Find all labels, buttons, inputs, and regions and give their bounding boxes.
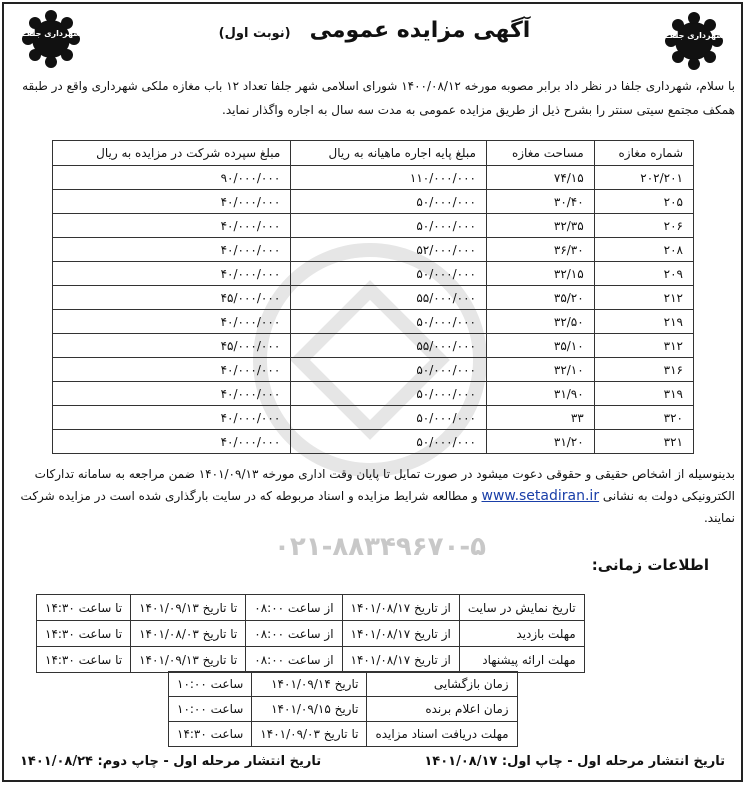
- cell-from-date: از تاریخ ۱۴۰۱/۰۸/۱۷: [342, 621, 459, 647]
- logo-text: شهرداری جلفـا: [20, 29, 82, 38]
- cell-deposit: ۹۰/۰۰۰/۰۰۰: [53, 166, 291, 190]
- cell-base-rent: ۵۰/۰۰۰/۰۰۰: [291, 358, 487, 382]
- timing-table-secondary: [168, 671, 518, 747]
- table-row: [169, 672, 518, 697]
- cell-base-rent: ۱۱۰/۰۰۰/۰۰۰: [291, 166, 487, 190]
- table-row: [53, 382, 694, 406]
- cell-area: ۷۴/۱۵: [486, 166, 594, 190]
- publication-footer: [20, 754, 725, 769]
- cell-base-rent: ۵۰/۰۰۰/۰۰۰: [291, 190, 487, 214]
- cell-from-time: از ساعت ۰۸:۰۰: [246, 595, 342, 621]
- cell-to-date: تا تاریخ ۱۴۰۱/۰۹/۱۳: [131, 595, 246, 621]
- cell-label: زمان بازگشایی: [367, 672, 517, 697]
- timing-table: [36, 594, 585, 673]
- setadiran-link[interactable]: www.setadiran.ir: [481, 488, 600, 504]
- cell-from-date: از تاریخ ۱۴۰۱/۰۸/۱۷: [342, 595, 459, 621]
- cell-from-time: از ساعت ۰۸:۰۰: [246, 647, 342, 673]
- table-row: [53, 238, 694, 262]
- cell-deposit: ۴۰/۰۰۰/۰۰۰: [53, 358, 291, 382]
- header-base-rent: مبلغ پایه اجاره ماهیانه به ریال: [291, 141, 487, 166]
- cell-shop-number: ۲۰۲/۲۰۱: [594, 166, 693, 190]
- cell-base-rent: ۵۲/۰۰۰/۰۰۰: [291, 238, 487, 262]
- cell-time: ساعت ۱۰:۰۰: [169, 672, 252, 697]
- cell-area: ۳۲/۱۰: [486, 358, 594, 382]
- shops-table-header-row: [53, 141, 694, 166]
- cell-area: ۳۱/۹۰: [486, 382, 594, 406]
- cell-time: ساعت ۱۴:۳۰: [169, 722, 252, 747]
- second-print-date: تاریخ انتشار مرحله اول - چاپ دوم: ۱۴۰۱/۰۸/۲۴: [20, 754, 322, 769]
- cell-shop-number: ۳۱۲: [594, 334, 693, 358]
- cell-deposit: ۴۵/۰۰۰/۰۰۰: [53, 334, 291, 358]
- table-row: [37, 595, 585, 621]
- header-deposit: مبلغ سپرده شرکت در مزایده به ریال: [53, 141, 291, 166]
- cell-base-rent: ۵۵/۰۰۰/۰۰۰: [291, 286, 487, 310]
- cell-label: زمان اعلام برنده: [367, 697, 517, 722]
- cell-deposit: ۴۰/۰۰۰/۰۰۰: [53, 190, 291, 214]
- cell-area: ۳۰/۴۰: [486, 190, 594, 214]
- cell-area: ۳۲/۱۵: [486, 262, 594, 286]
- cell-label: تاریخ نمایش در سایت: [459, 595, 584, 621]
- cell-to-date: تا تاریخ ۱۴۰۱/۰۹/۱۳: [131, 647, 246, 673]
- table-row: [53, 166, 694, 190]
- cell-area: ۳۳: [486, 406, 594, 430]
- cell-area: ۳۲/۵۰: [486, 310, 594, 334]
- cell-area: ۳۲/۳۵: [486, 214, 594, 238]
- cell-label: مهلت ارائه پیشنهاد: [459, 647, 584, 673]
- table-row: [169, 697, 518, 722]
- cell-to-time: تا ساعت ۱۴:۳۰: [37, 595, 131, 621]
- header-shop-number: شماره مغازه: [594, 141, 693, 166]
- watermark-phone: ۰۲۱-۸۸۳۴۹۶۷۰-۵: [273, 532, 486, 562]
- cell-time: ساعت ۱۰:۰۰: [169, 697, 252, 722]
- cell-deposit: ۴۰/۰۰۰/۰۰۰: [53, 214, 291, 238]
- table-row: [53, 430, 694, 454]
- cell-to-time: تا ساعت ۱۴:۳۰: [37, 647, 131, 673]
- cell-from-time: از ساعت ۰۸:۰۰: [246, 621, 342, 647]
- cell-to-time: تا ساعت ۱۴:۳۰: [37, 621, 131, 647]
- cell-deposit: ۴۰/۰۰۰/۰۰۰: [53, 430, 291, 454]
- cell-shop-number: ۲۰۵: [594, 190, 693, 214]
- cell-base-rent: ۵۰/۰۰۰/۰۰۰: [291, 382, 487, 406]
- cell-base-rent: ۵۰/۰۰۰/۰۰۰: [291, 214, 487, 238]
- table-row: [53, 406, 694, 430]
- timing-section-title: اطلاعات زمانی:: [591, 556, 709, 574]
- table-row: [53, 310, 694, 334]
- cell-date: تاریخ ۱۴۰۱/۰۹/۱۴: [252, 672, 367, 697]
- cell-deposit: ۴۰/۰۰۰/۰۰۰: [53, 406, 291, 430]
- cell-deposit: ۴۰/۰۰۰/۰۰۰: [53, 238, 291, 262]
- cell-shop-number: ۲۱۲: [594, 286, 693, 310]
- cell-base-rent: ۵۰/۰۰۰/۰۰۰: [291, 406, 487, 430]
- table-row: [53, 214, 694, 238]
- cell-deposit: ۴۰/۰۰۰/۰۰۰: [53, 310, 291, 334]
- cell-area: ۳۱/۲۰: [486, 430, 594, 454]
- notice-title: آگهی مزایده عمومی: [309, 18, 531, 43]
- table-row: [37, 621, 585, 647]
- cell-shop-number: ۳۱۶: [594, 358, 693, 382]
- notice-subtitle: (نوبت اول): [218, 26, 291, 41]
- cell-deposit: ۴۵/۰۰۰/۰۰۰: [53, 286, 291, 310]
- cell-to-date: تا تاریخ ۱۴۰۱/۰۸/۰۳: [131, 621, 246, 647]
- intro-paragraph: با سلام، شهرداری جلفا در نظر داد برابر مصوبه مورخه ۱۴۰۰/۰۸/۱۲ شورای اسلامی شهر جلفا تعداد ۱۲ باب مغازه ملکی شهرداری واقع در طبقه همکف مجتمع سیتی سنتر را بشرح ذیل از طریق مزایده عمومی به مدت سه سال به اجاره واگذار نماید.: [22, 79, 735, 117]
- cell-label: مهلت بازدید: [459, 621, 584, 647]
- cell-deposit: ۴۰/۰۰۰/۰۰۰: [53, 262, 291, 286]
- table-row: [37, 647, 585, 673]
- cell-shop-number: ۲۰۶: [594, 214, 693, 238]
- table-row: [53, 286, 694, 310]
- table-row: [53, 190, 694, 214]
- cell-shop-number: ۲۰۸: [594, 238, 693, 262]
- cell-area: ۳۶/۳۰: [486, 238, 594, 262]
- invitation-paragraph: [13, 463, 735, 529]
- cell-shop-number: ۳۲۰: [594, 406, 693, 430]
- invitation-text-end: و مطالعه شرایط مزایده و اسناد مربوطه که در سایت بارگذاری شده است در مزایده شرکت نمایند.: [20, 489, 735, 525]
- cell-shop-number: ۲۱۹: [594, 310, 693, 334]
- cell-shop-number: ۳۱۹: [594, 382, 693, 406]
- cell-date: تا تاریخ ۱۴۰۱/۰۹/۰۳: [252, 722, 367, 747]
- cell-base-rent: ۵۰/۰۰۰/۰۰۰: [291, 430, 487, 454]
- cell-base-rent: ۵۰/۰۰۰/۰۰۰: [291, 310, 487, 334]
- cell-label: مهلت دریافت اسناد مزایده: [367, 722, 517, 747]
- table-row: [169, 722, 518, 747]
- cell-from-date: از تاریخ ۱۴۰۱/۰۸/۱۷: [342, 647, 459, 673]
- logo-text: شهرداری جلفـا: [663, 31, 725, 40]
- table-row: [53, 358, 694, 382]
- shops-table: [52, 140, 694, 454]
- cell-shop-number: ۲۰۹: [594, 262, 693, 286]
- cell-base-rent: ۵۵/۰۰۰/۰۰۰: [291, 334, 487, 358]
- cell-area: ۳۵/۱۰: [486, 334, 594, 358]
- first-print-date: تاریخ انتشار مرحله اول - چاپ اول: ۱۴۰۱/۰۸/۱۷: [424, 754, 725, 769]
- invitation-text: بدینوسیله از اشخاص حقیقی و حقوقی دعوت میشود در صورت تمایل تا پایان وقت اداری مورخه ۱۴۰۱/۰۹/۱۳ ضمن مراجعه به سامانه تدارکات الکترونیکی دولت به نشانی: [34, 467, 735, 503]
- cell-deposit: ۴۰/۰۰۰/۰۰۰: [53, 382, 291, 406]
- table-row: [53, 262, 694, 286]
- cell-area: ۳۵/۲۰: [486, 286, 594, 310]
- notice-title-block: [0, 18, 749, 43]
- table-row: [53, 334, 694, 358]
- cell-shop-number: ۳۲۱: [594, 430, 693, 454]
- header-shop-area: مساحت مغازه: [486, 141, 594, 166]
- cell-base-rent: ۵۰/۰۰۰/۰۰۰: [291, 262, 487, 286]
- cell-date: تاریخ ۱۴۰۱/۰۹/۱۵: [252, 697, 367, 722]
